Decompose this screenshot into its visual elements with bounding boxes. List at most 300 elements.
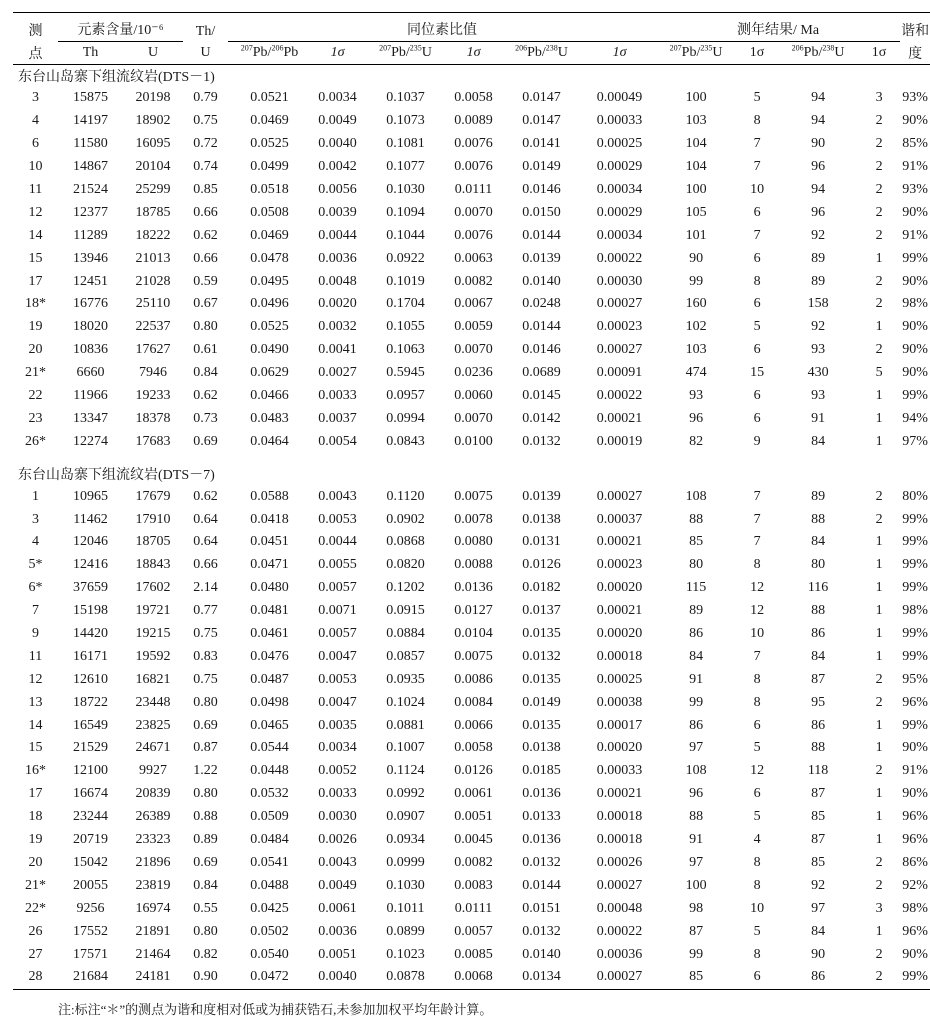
cell-pb206-u238: 0.0140: [522, 946, 561, 962]
cell-age-pb206-u238: 95: [811, 694, 826, 710]
cell-concordance: 90%: [902, 342, 928, 358]
cell-pb207-pb206: 0.0541: [250, 854, 289, 870]
header-age-results: 测年结果/ Ma: [656, 13, 900, 42]
cell-point: 23: [28, 410, 43, 426]
cell-age-pb207-u235: 96: [689, 410, 704, 426]
cell-age-sigma-1: 5: [753, 809, 761, 825]
cell-point: 10: [28, 159, 43, 175]
cell-point: 22: [28, 388, 43, 404]
cell-sigma-1: 0.0043: [318, 854, 357, 870]
cell-pb206-u238: 0.0137: [522, 603, 561, 619]
cell-sigma-3: 0.00027: [596, 488, 643, 504]
cell-sigma-3: 0.00021: [596, 603, 643, 619]
header-element-content: 元素含量/10⁻⁶: [58, 13, 183, 42]
table-row: [13, 179, 930, 202]
cell-pb207-u235: 0.0994: [386, 410, 425, 426]
table-row: [13, 385, 930, 408]
cell-age-sigma-1: 7: [753, 648, 761, 664]
cell-age-pb206-u238: 88: [811, 603, 826, 619]
cell-pb206-u238: 0.0132: [522, 433, 561, 449]
cell-age-pb207-u235: 108: [685, 763, 707, 779]
cell-pb207-pb206: 0.0469: [250, 113, 289, 129]
cell-concordance: 90%: [902, 204, 928, 220]
cell-th: 13347: [73, 410, 108, 426]
cell-pb206-u238: 0.0135: [522, 717, 561, 733]
cell-age-sigma-1: 8: [753, 946, 761, 962]
cell-sigma-1: 0.0042: [318, 159, 357, 175]
cell-sigma-2: 0.0063: [454, 250, 493, 266]
cell-pb207-u235: 0.1063: [386, 342, 425, 358]
cell-concordance: 99%: [902, 388, 928, 404]
cell-pb206-u238: 0.0138: [522, 511, 561, 527]
cell-age-sigma-1: 4: [753, 832, 761, 848]
cell-sigma-1: 0.0051: [318, 946, 357, 962]
cell-age-sigma-1: 5: [753, 740, 761, 756]
cell-age-pb206-u238: 92: [811, 319, 826, 335]
cell-age-sigma-1: 8: [753, 273, 761, 289]
cell-point: 3: [32, 90, 39, 106]
cell-u: 17683: [135, 433, 171, 449]
cell-u: 7946: [139, 365, 167, 381]
cell-point: 7: [32, 603, 39, 619]
cell-point: 15: [28, 740, 43, 756]
table-row: [13, 623, 930, 646]
cell-pb207-u235: 0.1030: [386, 877, 425, 893]
cell-sigma-2: 0.0061: [454, 786, 493, 802]
cell-age-sigma-1: 6: [753, 969, 761, 985]
table-row: [13, 156, 930, 179]
cell-age-pb206-u238: 93: [811, 342, 826, 358]
cell-age-pb207-u235: 97: [689, 854, 704, 870]
cell-sigma-1: 0.0049: [318, 113, 357, 129]
cell-age-sigma-2: 1: [875, 809, 883, 825]
cell-sigma-1: 0.0048: [318, 273, 357, 289]
cell-age-sigma-1: 6: [753, 717, 761, 733]
cell-th-u: 0.77: [193, 603, 218, 619]
cell-pb207-u235: 0.1007: [386, 740, 425, 756]
cell-point: 20: [28, 342, 43, 358]
cell-age-sigma-2: 1: [875, 626, 883, 642]
cell-age-pb206-u238: 87: [811, 671, 826, 687]
cell-sigma-1: 0.0036: [318, 923, 357, 939]
cell-th: 12610: [73, 671, 108, 687]
cell-concordance: 99%: [902, 648, 928, 664]
cell-age-sigma-1: 8: [753, 854, 761, 870]
header-sigma-3: 1σ: [583, 42, 656, 65]
cell-pb207-pb206: 0.0481: [250, 603, 289, 619]
header-sigma-2: 1σ: [447, 42, 500, 65]
cell-age-pb207-u235: 88: [689, 809, 704, 825]
cell-concordance: 91%: [902, 227, 928, 243]
cell-th: 15875: [73, 90, 108, 106]
cell-age-pb206-u238: 88: [811, 740, 826, 756]
cell-th-u: 0.74: [193, 159, 218, 175]
cell-age-sigma-2: 2: [875, 511, 883, 527]
cell-th-u: 0.75: [193, 626, 218, 642]
cell-th-u: 0.69: [193, 433, 218, 449]
cell-pb207-pb206: 0.0521: [250, 90, 289, 106]
cell-age-pb206-u238: 88: [811, 511, 826, 527]
cell-th-u: 0.64: [193, 511, 218, 527]
cell-u: 22537: [135, 319, 171, 335]
cell-th: 14867: [73, 159, 108, 175]
cell-age-pb206-u238: 94: [811, 182, 826, 197]
cell-age-pb206-u238: 92: [811, 227, 826, 243]
cell-concordance: 99%: [902, 534, 928, 550]
cell-pb207-u235: 0.0922: [386, 250, 425, 266]
cell-age-pb207-u235: 82: [689, 433, 704, 449]
cell-sigma-3: 0.00026: [596, 854, 643, 870]
cell-age-sigma-2: 2: [875, 227, 883, 243]
cell-age-sigma-2: 1: [875, 319, 883, 335]
table-row: [13, 874, 930, 897]
cell-sigma-2: 0.0075: [454, 488, 493, 504]
cell-age-pb207-u235: 90: [689, 250, 704, 266]
table-row: [13, 806, 930, 829]
cell-age-sigma-2: 2: [875, 694, 883, 710]
cell-th: 11289: [73, 227, 108, 243]
cell-pb207-pb206: 0.0425: [250, 900, 289, 916]
cell-point: 15: [28, 250, 43, 266]
zircon-data-table-page: [13, 12, 930, 990]
cell-sigma-3: 0.00029: [596, 159, 643, 175]
table-footnote: 注:标注“＊”的测点为谐和度相对低或为捕获锆石,未参加加权平均年龄计算。: [58, 1002, 493, 1017]
cell-sigma-3: 0.00034: [596, 227, 643, 243]
cell-age-sigma-2: 1: [875, 923, 883, 939]
cell-th: 11580: [73, 136, 108, 152]
cell-u: 17602: [135, 580, 171, 596]
cell-u: 17910: [135, 511, 171, 527]
cell-concordance: 90%: [902, 786, 928, 802]
cell-sigma-2: 0.0045: [454, 832, 493, 848]
table-row: [13, 897, 930, 920]
cell-point: 6: [32, 136, 39, 152]
cell-point: 12: [28, 671, 43, 687]
cell-age-sigma-1: 6: [753, 342, 761, 358]
cell-age-pb206-u238: 116: [807, 580, 829, 596]
cell-age-pb207-u235: 84: [689, 648, 704, 664]
cell-age-pb207-u235: 93: [689, 388, 704, 404]
cell-pb207-pb206: 0.0496: [250, 296, 289, 312]
header-pb207-pb206: $^{207}$Pb/$^{206}$Pb: [228, 42, 311, 65]
cell-sigma-3: 0.00048: [596, 900, 643, 916]
table-row: [13, 691, 930, 714]
cell-pb206-u238: 0.0136: [522, 832, 561, 848]
cell-th-u: 0.79: [193, 90, 218, 106]
cell-age-pb206-u238: 92: [811, 877, 826, 893]
cell-age-pb207-u235: 85: [689, 969, 704, 985]
cell-point: 17: [28, 786, 43, 802]
cell-u: 18705: [135, 534, 171, 550]
cell-sigma-2: 0.0104: [454, 626, 493, 642]
cell-sigma-2: 0.0076: [454, 136, 493, 152]
cell-pb207-pb206: 0.0508: [250, 204, 289, 220]
cell-th-u: 0.85: [193, 182, 218, 197]
cell-th-u: 0.73: [193, 410, 218, 426]
cell-pb206-u238: 0.0149: [522, 694, 561, 710]
cell-u: 18902: [135, 113, 171, 129]
cell-age-sigma-2: 2: [875, 671, 883, 687]
cell-age-sigma-2: 1: [875, 580, 883, 596]
cell-age-pb206-u238: 86: [811, 717, 826, 733]
cell-pb207-u235: 0.1011: [386, 900, 425, 916]
cell-age-sigma-2: 2: [875, 488, 883, 504]
cell-sigma-3: 0.00018: [596, 809, 643, 825]
cell-pb207-pb206: 0.0461: [250, 626, 289, 642]
cell-u: 19215: [135, 626, 171, 642]
cell-concordance: 91%: [902, 763, 928, 779]
cell-sigma-2: 0.0236: [454, 365, 493, 381]
cell-age-pb207-u235: 96: [689, 786, 704, 802]
table-row: [13, 920, 930, 943]
section-title: 东台山岛寨下组流纹岩(DTS－7): [18, 468, 215, 484]
cell-pb207-pb206: 0.0490: [250, 342, 289, 358]
cell-pb207-pb206: 0.0509: [250, 809, 289, 825]
cell-age-sigma-2: 2: [875, 342, 883, 358]
cell-th: 9256: [76, 900, 105, 916]
cell-pb207-pb206: 0.0495: [250, 273, 289, 289]
cell-sigma-1: 0.0052: [318, 763, 357, 779]
cell-point: 18*: [25, 296, 46, 312]
cell-pb207-pb206: 0.0498: [250, 694, 289, 710]
cell-th: 20719: [73, 832, 108, 848]
cell-age-sigma-2: 3: [875, 900, 883, 916]
cell-point: 5*: [28, 557, 43, 573]
cell-sigma-3: 0.00018: [596, 832, 643, 848]
zircon-u-pb-data-table: [13, 12, 930, 990]
cell-pb207-u235: 0.1077: [386, 159, 425, 175]
cell-point: 14: [28, 717, 43, 733]
cell-pb206-u238: 0.0146: [522, 182, 561, 197]
cell-sigma-3: 0.00021: [596, 786, 643, 802]
cell-concordance: 90%: [902, 273, 928, 289]
cell-th: 11462: [73, 511, 108, 527]
table-row: [13, 829, 930, 852]
cell-sigma-2: 0.0070: [454, 410, 493, 426]
cell-sigma-3: 0.00025: [596, 136, 643, 152]
cell-pb206-u238: 0.0132: [522, 648, 561, 664]
cell-sigma-1: 0.0071: [318, 603, 357, 619]
cell-sigma-3: 0.00027: [596, 342, 643, 358]
cell-age-pb206-u238: 158: [807, 296, 829, 312]
cell-u: 20198: [135, 90, 171, 106]
table-row: [13, 133, 930, 156]
cell-concordance: 99%: [902, 557, 928, 573]
cell-th-u: 0.83: [193, 648, 218, 664]
cell-pb207-u235: 0.1073: [386, 113, 425, 129]
cell-th-u: 0.80: [193, 319, 218, 335]
cell-age-sigma-2: 2: [875, 136, 883, 152]
cell-concordance: 91%: [902, 159, 928, 175]
cell-th-u: 0.62: [193, 388, 218, 404]
cell-th: 10965: [73, 488, 108, 504]
cell-concordance: 99%: [902, 580, 928, 596]
cell-th-u: 0.66: [193, 250, 218, 266]
cell-u: 19721: [135, 603, 171, 619]
cell-age-sigma-2: 2: [875, 854, 883, 870]
cell-age-pb207-u235: 104: [685, 136, 707, 152]
cell-pb207-pb206: 0.0451: [250, 534, 289, 550]
cell-sigma-2: 0.0080: [454, 534, 493, 550]
table-row: [13, 247, 930, 270]
cell-u: 18785: [135, 204, 171, 220]
cell-pb207-pb206: 0.0464: [250, 433, 289, 449]
cell-age-pb207-u235: 97: [689, 740, 704, 756]
cell-sigma-2: 0.0058: [454, 90, 493, 106]
cell-age-sigma-1: 5: [753, 90, 761, 106]
cell-sigma-2: 0.0057: [454, 923, 493, 939]
cell-point: 11: [28, 648, 43, 664]
cell-age-sigma-2: 1: [875, 250, 883, 266]
section-spacer: [13, 453, 930, 463]
cell-pb206-u238: 0.0145: [522, 388, 561, 404]
cell-th-u: 0.69: [193, 854, 218, 870]
cell-point: 19: [28, 319, 43, 335]
cell-u: 18222: [135, 227, 171, 243]
table-row: [13, 485, 930, 508]
cell-pb206-u238: 0.0133: [522, 809, 561, 825]
cell-sigma-2: 0.0085: [454, 946, 493, 962]
cell-sigma-1: 0.0056: [318, 182, 357, 197]
cell-pb206-u238: 0.0131: [522, 534, 561, 550]
cell-sigma-3: 0.00034: [596, 182, 643, 197]
table-body: [13, 65, 930, 990]
cell-sigma-1: 0.0057: [318, 580, 357, 596]
cell-pb207-u235: 0.0843: [386, 433, 425, 449]
cell-point: 11: [28, 182, 43, 197]
cell-point: 26: [28, 923, 43, 939]
cell-concordance: 90%: [902, 946, 928, 962]
cell-sigma-2: 0.0070: [454, 204, 493, 220]
cell-th-u: 1.22: [193, 763, 218, 779]
cell-th: 15198: [73, 603, 108, 619]
cell-sigma-2: 0.0088: [454, 557, 493, 573]
cell-age-pb206-u238: 85: [811, 809, 826, 825]
cell-concordance: 96%: [902, 832, 928, 848]
cell-th-u: 0.59: [193, 273, 218, 289]
cell-pb207-pb206: 0.0499: [250, 159, 289, 175]
table-row: [13, 270, 930, 293]
table-row: [13, 783, 930, 806]
cell-concordance: 90%: [902, 740, 928, 756]
cell-th-u: 0.82: [193, 946, 218, 962]
cell-age-sigma-1: 7: [753, 159, 761, 175]
cell-point: 16*: [25, 763, 46, 779]
cell-th: 12377: [73, 204, 108, 220]
cell-age-sigma-1: 5: [753, 319, 761, 335]
cell-pb207-pb206: 0.0469: [250, 227, 289, 243]
cell-sigma-1: 0.0057: [318, 626, 357, 642]
cell-th-u: 0.84: [193, 877, 218, 893]
cell-age-sigma-2: 2: [875, 877, 883, 893]
cell-u: 23825: [135, 717, 171, 733]
cell-pb207-pb206: 0.0487: [250, 671, 289, 687]
cell-sigma-1: 0.0061: [318, 900, 357, 916]
cell-point: 4: [32, 534, 39, 550]
cell-th-u: 0.80: [193, 923, 218, 939]
cell-u: 23448: [135, 694, 171, 710]
cell-point: 17: [28, 273, 43, 289]
cell-sigma-2: 0.0078: [454, 511, 493, 527]
cell-age-pb207-u235: 86: [689, 626, 704, 642]
cell-pb206-u238: 0.0139: [522, 250, 561, 266]
cell-sigma-2: 0.0075: [454, 648, 493, 664]
cell-th-u: 0.84: [193, 365, 218, 381]
cell-sigma-2: 0.0089: [454, 113, 493, 129]
cell-age-pb206-u238: 91: [811, 410, 826, 426]
header-pb206-u238: $^{206}$Pb/$^{238}$U: [500, 42, 583, 65]
cell-th: 13946: [73, 250, 108, 266]
cell-sigma-3: 0.00091: [596, 365, 643, 381]
cell-u: 17679: [135, 488, 171, 504]
cell-th-u: 0.55: [193, 900, 218, 916]
cell-th-u: 0.66: [193, 557, 218, 573]
cell-sigma-3: 0.00021: [596, 410, 643, 426]
cell-concordance: 99%: [902, 626, 928, 642]
cell-pb207-u235: 0.1023: [386, 946, 425, 962]
cell-point: 1: [32, 488, 39, 504]
cell-age-pb207-u235: 91: [689, 671, 704, 687]
cell-sigma-1: 0.0047: [318, 648, 357, 664]
cell-age-pb206-u238: 84: [811, 433, 826, 449]
cell-age-pb207-u235: 101: [685, 227, 707, 243]
cell-sigma-3: 0.00038: [596, 694, 643, 710]
cell-sigma-1: 0.0041: [318, 342, 357, 358]
cell-sigma-1: 0.0032: [318, 319, 357, 335]
header-age-pb207-u235: $^{207}$Pb/$^{235}$U: [656, 42, 736, 65]
cell-th: 16549: [73, 717, 108, 733]
cell-th-u: 0.72: [193, 136, 218, 152]
cell-sigma-2: 0.0059: [454, 319, 493, 335]
cell-age-pb207-u235: 115: [685, 580, 707, 596]
header-age-sigma-1: 1σ: [736, 42, 778, 65]
cell-th: 6660: [76, 365, 105, 381]
cell-sigma-2: 0.0067: [454, 296, 493, 312]
cell-th: 14197: [73, 113, 108, 129]
cell-pb207-pb206: 0.0532: [250, 786, 289, 802]
cell-age-pb206-u238: 86: [811, 626, 826, 642]
cell-th: 37659: [73, 580, 108, 596]
cell-pb207-u235: 0.0884: [386, 626, 425, 642]
cell-sigma-3: 0.00022: [596, 923, 643, 939]
header-th: Th: [58, 42, 123, 65]
header-concordance-1: 谐和: [900, 13, 930, 42]
table-row: [13, 852, 930, 875]
cell-pb207-u235: 0.1055: [386, 319, 425, 335]
cell-age-sigma-1: 6: [753, 786, 761, 802]
cell-pb207-u235: 0.0868: [386, 534, 425, 550]
cell-concordance: 97%: [902, 433, 928, 449]
cell-age-pb206-u238: 80: [811, 557, 826, 573]
cell-sigma-1: 0.0030: [318, 809, 357, 825]
cell-sigma-1: 0.0027: [318, 365, 357, 381]
cell-point: 27: [28, 946, 43, 962]
cell-sigma-3: 0.00033: [596, 763, 643, 779]
cell-pb207-u235: 0.0881: [386, 717, 425, 733]
cell-sigma-1: 0.0035: [318, 717, 357, 733]
cell-pb207-pb206: 0.0502: [250, 923, 289, 939]
cell-concordance: 98%: [902, 603, 928, 619]
header-sigma-1: 1σ: [311, 42, 364, 65]
cell-u: 25299: [135, 182, 171, 197]
cell-age-sigma-1: 5: [753, 923, 761, 939]
cell-u: 18378: [135, 410, 171, 426]
cell-age-pb207-u235: 99: [689, 694, 704, 710]
header-point-2: 点: [13, 42, 58, 65]
cell-age-pb206-u238: 96: [811, 204, 826, 220]
cell-pb207-u235: 0.0915: [386, 603, 425, 619]
cell-th: 20055: [73, 877, 108, 893]
